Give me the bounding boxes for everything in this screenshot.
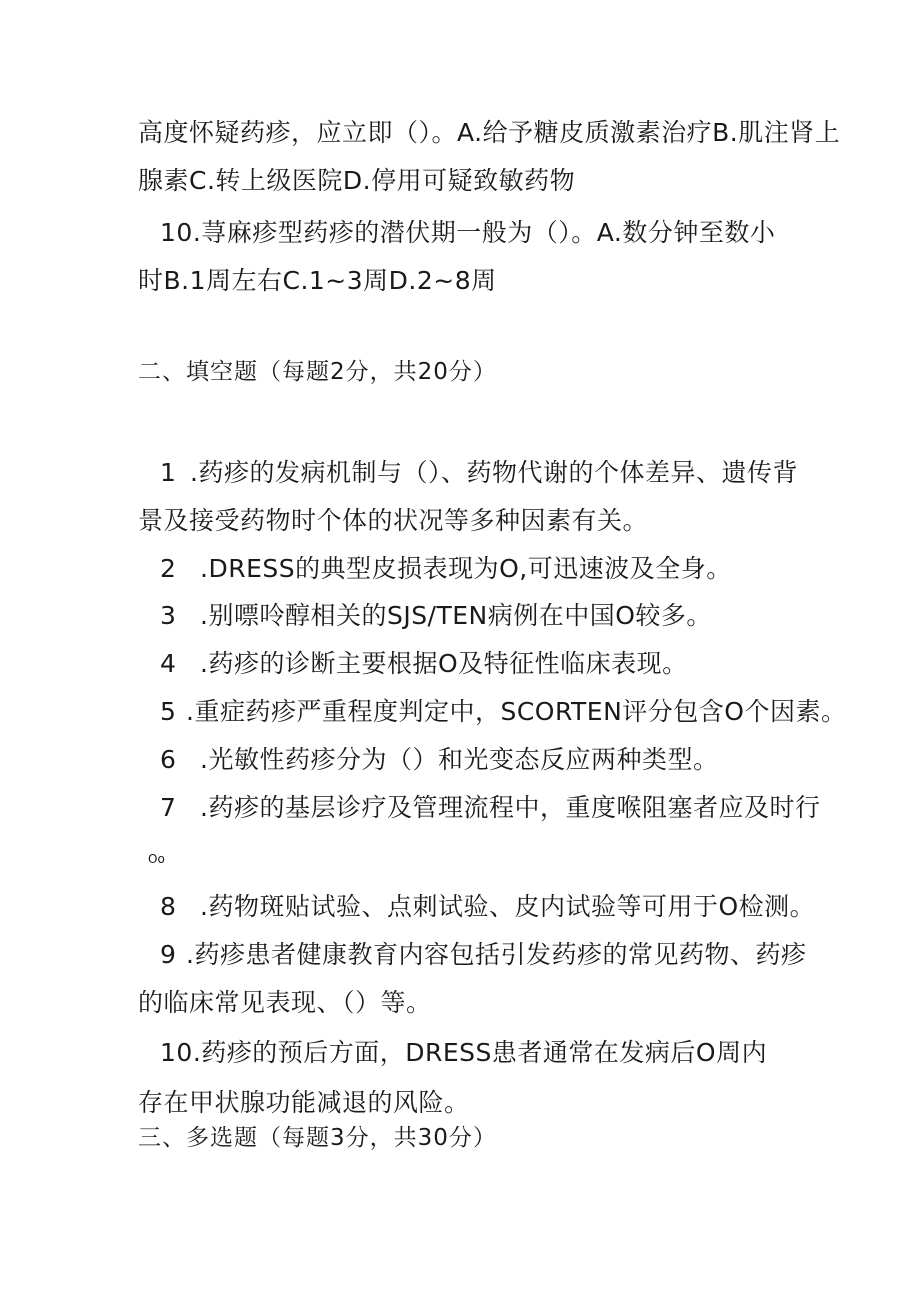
fill-item-1-line-2: 景及接受药物时个体的状况等多种因素有关。 — [138, 506, 649, 535]
item-number: 1 — [160, 458, 177, 487]
item-number: 10 — [160, 1038, 193, 1067]
question-9-line-1: 高度怀疑药疹，应立即（）。A.给予糖皮质激素治疗B.肌注肾上 — [138, 118, 841, 147]
section-3-title: 三、多选题（每题3分，共30分） — [138, 1125, 497, 1151]
item-number: 3 — [160, 601, 177, 630]
question-9-line-2: 腺素C.转上级医院D.停用可疑致敏药物 — [138, 166, 576, 195]
fill-item-7-line-1 — [160, 793, 820, 823]
item-number: 7 — [160, 793, 177, 822]
fill-item-6 — [160, 745, 718, 775]
item-number: 9 — [160, 940, 177, 969]
question-10-line-2: 时B.1周左右C.1~3周D.2~8周 — [138, 266, 497, 295]
item-number: 4 — [160, 649, 177, 678]
item-text: .药疹的诊断主要根据O及特征性临床表现。 — [200, 649, 688, 678]
fill-item-10-line-2: 存在甲状腺功能减退的风险。 — [138, 1088, 470, 1117]
fill-item-9-line-1 — [160, 940, 806, 970]
fill-item-1-line-1 — [160, 458, 798, 488]
question-number: 10 — [160, 218, 193, 247]
item-text: .别嘌呤醇相关的SJS/TEN病例在中国O较多。 — [200, 601, 712, 630]
item-text: .光敏性药疹分为（）和光变态反应两种类型。 — [200, 745, 719, 774]
fill-item-10-line-1 — [160, 1038, 767, 1068]
fill-item-7-line-2: Oo — [148, 852, 165, 866]
fill-item-5 — [160, 697, 846, 727]
item-number: 2 — [160, 554, 177, 583]
item-number: 5 — [160, 697, 177, 726]
fill-item-4 — [160, 649, 688, 679]
item-text: .药疹的预后方面，DRESS患者通常在发病后O周内 — [192, 1038, 768, 1067]
item-text: .药物斑贴试验、点刺试验、皮内试验等可用于O检测。 — [200, 892, 816, 921]
item-text: .药疹的基层诊疗及管理流程中，重度喉阻塞者应及时行 — [200, 793, 821, 822]
section-2-title: 二、填空题（每题2分，共20分） — [138, 359, 497, 385]
question-text: .荨麻疹型药疹的潜伏期一般为（）。A.数分钟至数小 — [192, 218, 776, 247]
fill-item-3 — [160, 601, 712, 631]
item-text: .DRESS的典型皮损表现为O,可迅速波及全身。 — [200, 554, 732, 583]
item-text: .药疹的发病机制与（）、药物代谢的个体差异、遗传背 — [190, 458, 798, 487]
item-number: 8 — [160, 892, 177, 921]
item-text: .药疹患者健康教育内容包括引发药疹的常见药物、药疹 — [186, 940, 807, 969]
fill-item-8 — [160, 892, 815, 922]
fill-item-2 — [160, 554, 732, 584]
fill-item-9-line-2: 的临床常见表现、（）等。 — [138, 988, 432, 1017]
item-number: 6 — [160, 745, 177, 774]
item-text: .重症药疹严重程度判定中，SCORTEN评分包含O个因素。 — [186, 697, 847, 726]
question-10-line-1 — [160, 218, 775, 248]
